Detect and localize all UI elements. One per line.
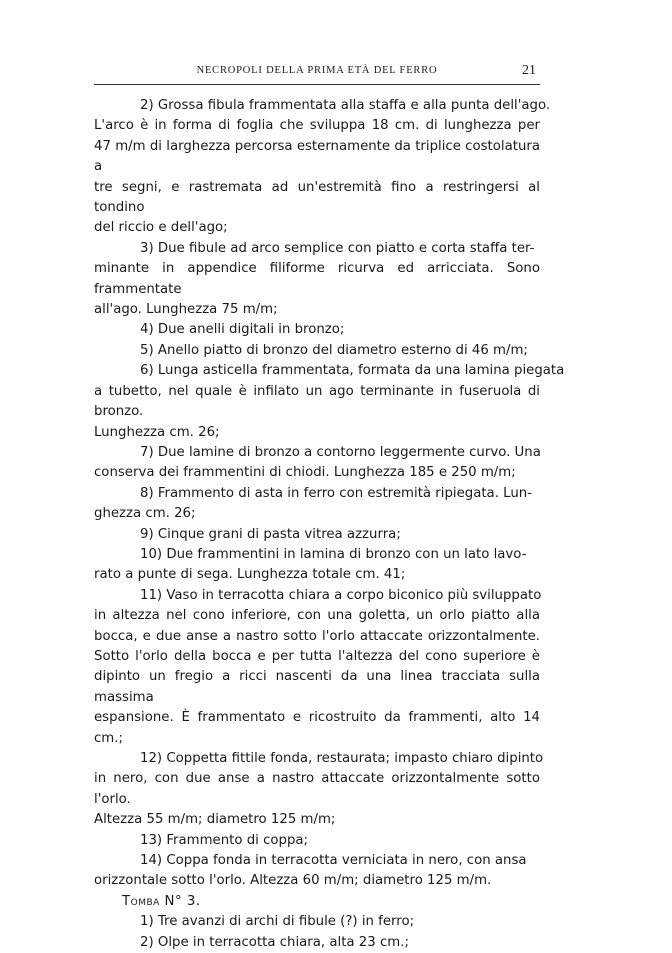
- text-line: 8) Frammento di asta in ferro con estremità ripiegata. Lun-: [140, 485, 532, 501]
- text-line: bocca, e due anse a nastro sotto l'orlo attaccate orizzontalmente.: [94, 628, 540, 644]
- text-line: rato a punte di sega. Lunghezza totale cm. 41;: [94, 567, 406, 583]
- text-line: orizzontale sotto l'orlo. Altezza 60 m/m; diametro 125 m/m.: [94, 873, 492, 889]
- text-line: in nero, con due anse a nastro attaccate orizzontalmente sotto l'orlo.: [94, 771, 540, 807]
- text-line: espansione. È frammentato e ricostruito da frammenti, alto 14 cm.;: [94, 710, 540, 746]
- text-line: Sotto l'orlo della bocca e per tutta l'altezza del cono superiore è: [94, 648, 540, 664]
- text-line: 14) Coppa fonda in terracotta verniciata in nero, con ansa: [140, 853, 527, 869]
- text-line: ghezza cm. 26;: [94, 506, 196, 522]
- text-line: 5) Anello piatto di bronzo del diametro esterno di 46 m/m;: [140, 342, 528, 358]
- text-line: 7) Due lamine di bronzo a contorno leggermente curvo. Una: [140, 444, 541, 460]
- text-line: 2) Grossa fibula frammentata alla staffa e alla punta dell'ago.: [140, 98, 551, 113]
- text-line: 10) Due frammentini in lamina di bronzo con un lato lavo-: [140, 546, 527, 562]
- page-number: 21: [522, 63, 536, 78]
- text-line: 6) Lunga asticella frammentata, formata da una lamina piegata: [140, 363, 565, 379]
- text-line: 47 m/m di larghezza percorsa esternamente da triplice costolatura a: [94, 138, 540, 175]
- text-line: del riccio e dell'ago;: [94, 220, 228, 236]
- text-line: 4) Due anelli digitali in bronzo;: [140, 322, 345, 338]
- text-line: 3) Due fibule ad arco semplice con piatto e corta staffa ter-: [140, 240, 535, 256]
- text-line: 9) Cinque grani di pasta vitrea azzurra;: [140, 526, 401, 542]
- text-line: a tubetto, nel quale è infilato un ago terminante in fuseruola di bronzo.: [94, 383, 540, 420]
- text-line: 2) Olpe in terracotta chiara, alta 23 cm.;: [140, 934, 409, 950]
- text-line: Lunghezza cm. 26;: [94, 424, 220, 440]
- running-title: NECROPOLI DELLA PRIMA ETÀ DEL FERRO: [196, 65, 438, 76]
- text-line: in altezza nel cono inferiore, con una goletta, un orlo piatto alla: [94, 608, 540, 624]
- text-line: 11) Vaso in terracotta chiara a corpo biconico più sviluppato: [140, 587, 542, 603]
- text-line: tre segni, e rastremata ad un'estremità fino a restringersi al tondino: [94, 179, 540, 216]
- text-line: all'ago. Lunghezza 75 m/m;: [94, 302, 278, 318]
- text-line: minante in appendice filiforme ricurva ed arricciata. Sono frammentate: [94, 261, 540, 297]
- section-heading: Tomba N° 3.: [122, 893, 201, 909]
- body-text: [94, 96, 565, 953]
- text-line: 13) Frammento di coppa;: [140, 832, 309, 848]
- text-line: Altezza 55 m/m; diametro 125 m/m;: [94, 812, 336, 828]
- page-header: [94, 60, 540, 85]
- text-line: dipinto un fregio a ricci nascenti da una linea tracciata sulla massima: [94, 669, 540, 705]
- text-line: 1) Tre avanzi di archi di fibule (?) in ferro;: [140, 914, 415, 930]
- text-line: conserva dei frammentini di chiodi. Lunghezza 185 e 250 m/m;: [94, 465, 516, 481]
- text-line: L'arco è in forma di foglia che sviluppa 18 cm. di lunghezza per: [94, 118, 540, 134]
- text-line: 12) Coppetta fittile fonda, restaurata; impasto chiaro dipinto: [140, 751, 544, 766]
